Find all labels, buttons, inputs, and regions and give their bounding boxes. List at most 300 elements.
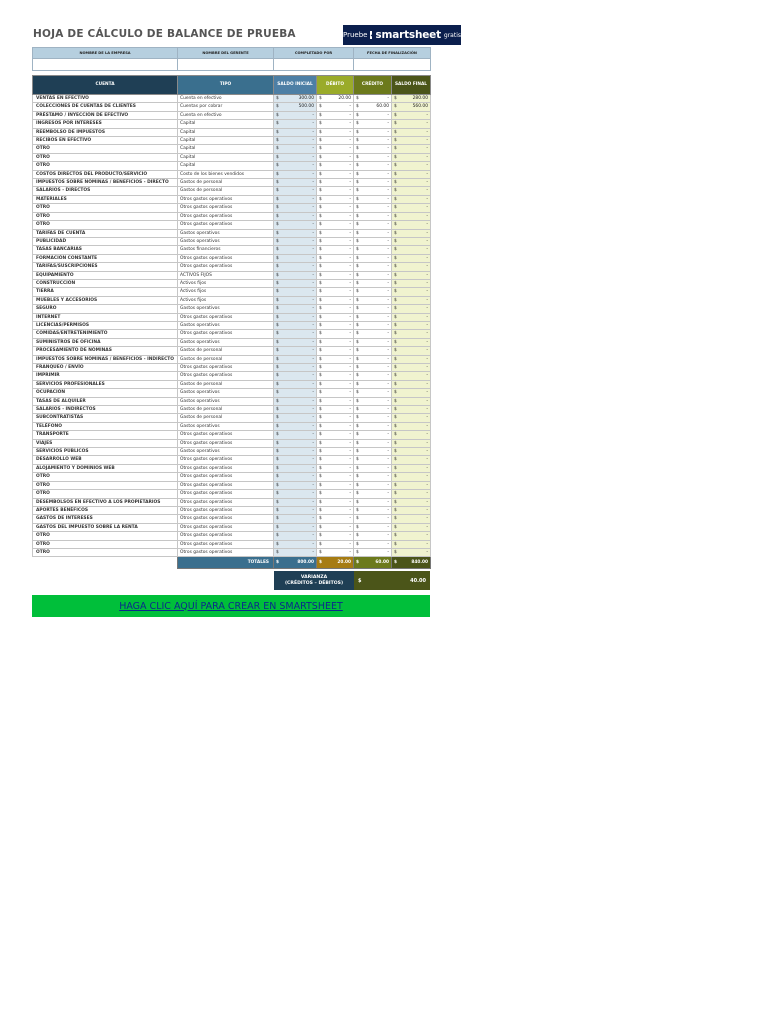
saldo-final-cell[interactable]: $ - xyxy=(392,481,431,489)
tipo-cell[interactable]: Gastos de personal xyxy=(178,347,274,355)
credito-cell[interactable]: $ - xyxy=(354,162,392,170)
debito-cell[interactable]: $ - xyxy=(317,431,354,439)
saldo-final-cell[interactable]: $ - xyxy=(392,263,431,271)
debito-cell[interactable]: $ - xyxy=(317,372,354,380)
saldo-inicial-cell[interactable]: $ - xyxy=(274,246,317,254)
saldo-final-cell[interactable]: $ - xyxy=(392,111,431,119)
saldo-final-cell[interactable]: $ - xyxy=(392,305,431,313)
debito-cell[interactable]: $ - xyxy=(317,473,354,481)
credito-cell[interactable]: $ - xyxy=(354,95,392,103)
tipo-cell[interactable]: Otros gastos operativos xyxy=(178,372,274,380)
saldo-inicial-cell[interactable]: $ - xyxy=(274,229,317,237)
debito-cell[interactable]: $ - xyxy=(317,338,354,346)
credito-cell[interactable]: $ - xyxy=(354,422,392,430)
tipo-cell[interactable]: Otros gastos operativos xyxy=(178,195,274,203)
saldo-final-cell[interactable]: $ - xyxy=(392,128,431,136)
saldo-inicial-cell[interactable]: $ - xyxy=(274,490,317,498)
cuenta-cell[interactable]: VENTAS EN EFECTIVO xyxy=(33,95,178,103)
saldo-inicial-cell[interactable]: $ - xyxy=(274,330,317,338)
credito-cell[interactable]: $ - xyxy=(354,254,392,262)
saldo-final-cell[interactable]: $ - xyxy=(392,338,431,346)
saldo-inicial-cell[interactable]: $ - xyxy=(274,540,317,548)
saldo-inicial-cell[interactable]: $ - xyxy=(274,145,317,153)
cuenta-cell[interactable]: OTRO xyxy=(33,548,178,556)
saldo-inicial-cell[interactable]: $ - xyxy=(274,305,317,313)
completion-date-field[interactable] xyxy=(354,59,431,71)
tipo-cell[interactable]: Gastos de personal xyxy=(178,179,274,187)
saldo-inicial-cell[interactable]: $ - xyxy=(274,271,317,279)
tipo-cell[interactable]: Gastos de personal xyxy=(178,355,274,363)
cuenta-cell[interactable]: SUMINISTROS DE OFICINA xyxy=(33,338,178,346)
cuenta-cell[interactable]: SERVICIOS PÚBLICOS xyxy=(33,448,178,456)
saldo-inicial-cell[interactable]: $ - xyxy=(274,296,317,304)
tipo-cell[interactable]: Otros gastos operativos xyxy=(178,439,274,447)
saldo-final-cell[interactable]: $ - xyxy=(392,254,431,262)
debito-cell[interactable]: $ - xyxy=(317,347,354,355)
tipo-cell[interactable]: Activos fijos xyxy=(178,288,274,296)
saldo-inicial-cell[interactable]: $ - xyxy=(274,162,317,170)
debito-cell[interactable]: $ - xyxy=(317,254,354,262)
saldo-final-cell[interactable]: $ - xyxy=(392,364,431,372)
tipo-cell[interactable]: Cuenta en efectivo xyxy=(178,111,274,119)
tipo-cell[interactable]: Capital xyxy=(178,145,274,153)
saldo-final-cell[interactable]: $ - xyxy=(392,246,431,254)
saldo-final-cell[interactable]: $ - xyxy=(392,162,431,170)
cta-label[interactable]: HAGA CLIC AQUÍ PARA CREAR EN SMARTSHEET xyxy=(119,600,343,612)
cuenta-cell[interactable]: VIAJES xyxy=(33,439,178,447)
saldo-final-cell[interactable]: $ - xyxy=(392,397,431,405)
saldo-inicial-cell[interactable]: $ - xyxy=(274,179,317,187)
tipo-cell[interactable]: Gastos operativos xyxy=(178,229,274,237)
cuenta-cell[interactable]: MATERIALES xyxy=(33,195,178,203)
cuenta-cell[interactable]: OCUPACIÓN xyxy=(33,389,178,397)
cuenta-cell[interactable]: INTERNET xyxy=(33,313,178,321)
debito-cell[interactable]: $ - xyxy=(317,313,354,321)
debito-cell[interactable]: $ - xyxy=(317,212,354,220)
cuenta-cell[interactable]: OTRO xyxy=(33,540,178,548)
saldo-inicial-cell[interactable]: $ - xyxy=(274,153,317,161)
tipo-cell[interactable]: Gastos de personal xyxy=(178,187,274,195)
debito-cell[interactable]: $ - xyxy=(317,153,354,161)
credito-cell[interactable]: $ - xyxy=(354,473,392,481)
saldo-inicial-cell[interactable]: $ - xyxy=(274,120,317,128)
tipo-cell[interactable]: Otros gastos operativos xyxy=(178,532,274,540)
cuenta-cell[interactable]: SALARIOS - INDIRECTOS xyxy=(33,406,178,414)
credito-cell[interactable]: $ 60.00 xyxy=(354,103,392,111)
saldo-inicial-cell[interactable]: $ - xyxy=(274,321,317,329)
credito-cell[interactable]: $ - xyxy=(354,406,392,414)
cuenta-cell[interactable]: OTRO xyxy=(33,481,178,489)
credito-cell[interactable]: $ - xyxy=(354,263,392,271)
credito-cell[interactable]: $ - xyxy=(354,330,392,338)
debito-cell[interactable]: $ - xyxy=(317,490,354,498)
debito-cell[interactable]: $ - xyxy=(317,195,354,203)
tipo-cell[interactable]: Capital xyxy=(178,153,274,161)
credito-cell[interactable]: $ - xyxy=(354,347,392,355)
completed-by-field[interactable] xyxy=(274,59,354,71)
cuenta-cell[interactable]: SUBCONTRATISTAS xyxy=(33,414,178,422)
company-name-field[interactable] xyxy=(33,59,178,71)
saldo-final-cell[interactable]: $ - xyxy=(392,506,431,514)
credito-cell[interactable]: $ - xyxy=(354,187,392,195)
saldo-inicial-cell[interactable]: $ - xyxy=(274,221,317,229)
credito-cell[interactable]: $ - xyxy=(354,271,392,279)
credito-cell[interactable]: $ - xyxy=(354,515,392,523)
smartsheet-trial-banner[interactable] xyxy=(343,25,461,45)
saldo-final-cell[interactable]: $ - xyxy=(392,498,431,506)
saldo-inicial-cell[interactable]: $ - xyxy=(274,380,317,388)
credito-cell[interactable]: $ - xyxy=(354,279,392,287)
saldo-final-cell[interactable]: $ - xyxy=(392,372,431,380)
debito-cell[interactable]: $ - xyxy=(317,229,354,237)
cuenta-cell[interactable]: GASTOS DEL IMPUESTO SOBRE LA RENTA xyxy=(33,523,178,531)
cuenta-cell[interactable]: SERVICIOS PROFESIONALES xyxy=(33,380,178,388)
cuenta-cell[interactable]: RECIBOS EN EFECTIVO xyxy=(33,137,178,145)
tipo-cell[interactable]: Otros gastos operativos xyxy=(178,523,274,531)
saldo-final-cell[interactable]: $ - xyxy=(392,456,431,464)
cuenta-cell[interactable]: TRANSPORTE xyxy=(33,431,178,439)
saldo-final-cell[interactable]: $ - xyxy=(392,355,431,363)
credito-cell[interactable]: $ - xyxy=(354,355,392,363)
debito-cell[interactable]: $ - xyxy=(317,414,354,422)
cuenta-cell[interactable]: COSTOS DIRECTOS DEL PRODUCTO/SERVICIO xyxy=(33,170,178,178)
tipo-cell[interactable]: Gastos operativos xyxy=(178,397,274,405)
saldo-final-cell[interactable]: $ - xyxy=(392,548,431,556)
credito-cell[interactable]: $ - xyxy=(354,414,392,422)
cuenta-cell[interactable]: PUBLICIDAD xyxy=(33,237,178,245)
cuenta-cell[interactable]: FRANQUEO / ENVÍO xyxy=(33,364,178,372)
debito-cell[interactable]: $ - xyxy=(317,321,354,329)
credito-cell[interactable]: $ - xyxy=(354,389,392,397)
cuenta-cell[interactable]: MUEBLES Y ACCESORIOS xyxy=(33,296,178,304)
tipo-cell[interactable]: Otros gastos operativos xyxy=(178,498,274,506)
cuenta-cell[interactable]: LICENCIAS/PERMISOS xyxy=(33,321,178,329)
saldo-final-cell[interactable]: $ 560.00 xyxy=(392,103,431,111)
saldo-inicial-cell[interactable]: $ - xyxy=(274,195,317,203)
credito-cell[interactable]: $ - xyxy=(354,490,392,498)
credito-cell[interactable]: $ - xyxy=(354,153,392,161)
saldo-inicial-cell[interactable]: $ - xyxy=(274,254,317,262)
tipo-cell[interactable]: Capital xyxy=(178,120,274,128)
saldo-inicial-cell[interactable]: $ - xyxy=(274,237,317,245)
debito-cell[interactable]: $ - xyxy=(317,237,354,245)
credito-cell[interactable]: $ - xyxy=(354,305,392,313)
saldo-inicial-cell[interactable]: $ - xyxy=(274,515,317,523)
tipo-cell[interactable]: Otros gastos operativos xyxy=(178,548,274,556)
saldo-inicial-cell[interactable]: $ - xyxy=(274,397,317,405)
saldo-inicial-cell[interactable]: $ - xyxy=(274,263,317,271)
cuenta-cell[interactable]: REEMBOLSO DE IMPUESTOS xyxy=(33,128,178,136)
saldo-final-cell[interactable]: $ - xyxy=(392,439,431,447)
cuenta-cell[interactable]: SEGURO xyxy=(33,305,178,313)
credito-cell[interactable]: $ - xyxy=(354,179,392,187)
cuenta-cell[interactable]: IMPRIMIR xyxy=(33,372,178,380)
credito-cell[interactable]: $ - xyxy=(354,338,392,346)
tipo-cell[interactable]: Capital xyxy=(178,162,274,170)
cuenta-cell[interactable]: OTRO xyxy=(33,221,178,229)
saldo-final-cell[interactable]: $ - xyxy=(392,237,431,245)
debito-cell[interactable]: $ - xyxy=(317,364,354,372)
cuenta-cell[interactable]: APORTES BENÉFICOS xyxy=(33,506,178,514)
debito-cell[interactable]: $ - xyxy=(317,204,354,212)
saldo-inicial-cell[interactable]: $ - xyxy=(274,279,317,287)
debito-cell[interactable]: $ - xyxy=(317,162,354,170)
tipo-cell[interactable]: Otros gastos operativos xyxy=(178,464,274,472)
saldo-final-cell[interactable]: $ - xyxy=(392,296,431,304)
cuenta-cell[interactable]: OTRO xyxy=(33,162,178,170)
saldo-final-cell[interactable]: $ - xyxy=(392,347,431,355)
saldo-inicial-cell[interactable]: $ - xyxy=(274,389,317,397)
tipo-cell[interactable]: Otros gastos operativos xyxy=(178,221,274,229)
debito-cell[interactable]: $ - xyxy=(317,296,354,304)
debito-cell[interactable]: $ - xyxy=(317,103,354,111)
saldo-inicial-cell[interactable]: $ - xyxy=(274,364,317,372)
saldo-inicial-cell[interactable]: $ - xyxy=(274,506,317,514)
saldo-inicial-cell[interactable]: $ - xyxy=(274,456,317,464)
tipo-cell[interactable]: Gastos operativos xyxy=(178,422,274,430)
credito-cell[interactable]: $ - xyxy=(354,237,392,245)
saldo-inicial-cell[interactable]: $ - xyxy=(274,464,317,472)
cuenta-cell[interactable]: GASTOS DE INTERESES xyxy=(33,515,178,523)
credito-cell[interactable]: $ - xyxy=(354,170,392,178)
cuenta-cell[interactable]: TIERRA xyxy=(33,288,178,296)
tipo-cell[interactable]: Otros gastos operativos xyxy=(178,212,274,220)
saldo-final-cell[interactable]: $ - xyxy=(392,153,431,161)
cuenta-cell[interactable]: OTRO xyxy=(33,490,178,498)
saldo-final-cell[interactable]: $ - xyxy=(392,464,431,472)
tipo-cell[interactable]: Otros gastos operativos xyxy=(178,263,274,271)
saldo-inicial-cell[interactable]: $ - xyxy=(274,204,317,212)
saldo-final-cell[interactable]: $ - xyxy=(392,204,431,212)
credito-cell[interactable]: $ - xyxy=(354,380,392,388)
tipo-cell[interactable]: Activos fijos xyxy=(178,279,274,287)
credito-cell[interactable]: $ - xyxy=(354,128,392,136)
saldo-inicial-cell[interactable]: $ - xyxy=(274,481,317,489)
cuenta-cell[interactable]: PROCESAMIENTO DE NÓMINAS xyxy=(33,347,178,355)
debito-cell[interactable]: $ - xyxy=(317,305,354,313)
cuenta-cell[interactable]: TASAS DE ALQUILER xyxy=(33,397,178,405)
saldo-inicial-cell[interactable]: $ - xyxy=(274,288,317,296)
tipo-cell[interactable]: Otros gastos operativos xyxy=(178,364,274,372)
debito-cell[interactable]: $ - xyxy=(317,263,354,271)
cuenta-cell[interactable]: OTRO xyxy=(33,473,178,481)
debito-cell[interactable]: $ - xyxy=(317,422,354,430)
saldo-final-cell[interactable]: $ - xyxy=(392,515,431,523)
saldo-inicial-cell[interactable]: $ - xyxy=(274,532,317,540)
debito-cell[interactable]: $ - xyxy=(317,288,354,296)
credito-cell[interactable]: $ - xyxy=(354,397,392,405)
debito-cell[interactable]: $ - xyxy=(317,506,354,514)
tipo-cell[interactable]: Activos fijos xyxy=(178,296,274,304)
tipo-cell[interactable]: Costo de los bienes vendidos xyxy=(178,170,274,178)
saldo-inicial-cell[interactable]: $ - xyxy=(274,128,317,136)
saldo-final-cell[interactable]: $ - xyxy=(392,170,431,178)
tipo-cell[interactable]: Gastos operativos xyxy=(178,338,274,346)
credito-cell[interactable]: $ - xyxy=(354,548,392,556)
saldo-inicial-cell[interactable]: $ - xyxy=(274,498,317,506)
debito-cell[interactable]: $ - xyxy=(317,170,354,178)
debito-cell[interactable]: $ - xyxy=(317,355,354,363)
tipo-cell[interactable]: Otros gastos operativos xyxy=(178,506,274,514)
tipo-cell[interactable]: Gastos de personal xyxy=(178,380,274,388)
saldo-final-cell[interactable]: $ - xyxy=(392,179,431,187)
cuenta-cell[interactable]: OTRO xyxy=(33,153,178,161)
saldo-final-cell[interactable]: $ - xyxy=(392,532,431,540)
saldo-inicial-cell[interactable]: $ - xyxy=(274,473,317,481)
saldo-final-cell[interactable]: $ - xyxy=(392,540,431,548)
credito-cell[interactable]: $ - xyxy=(354,481,392,489)
tipo-cell[interactable]: Otros gastos operativos xyxy=(178,431,274,439)
cuenta-cell[interactable]: OTRO xyxy=(33,204,178,212)
tipo-cell[interactable]: Gastos operativos xyxy=(178,305,274,313)
debito-cell[interactable]: $ - xyxy=(317,464,354,472)
saldo-final-cell[interactable]: $ - xyxy=(392,229,431,237)
debito-cell[interactable]: $ - xyxy=(317,540,354,548)
cuenta-cell[interactable]: ALOJAMIENTO Y DOMINIOS WEB xyxy=(33,464,178,472)
debito-cell[interactable]: $ - xyxy=(317,380,354,388)
credito-cell[interactable]: $ - xyxy=(354,137,392,145)
debito-cell[interactable]: $ - xyxy=(317,481,354,489)
debito-cell[interactable]: $ - xyxy=(317,548,354,556)
credito-cell[interactable]: $ - xyxy=(354,456,392,464)
saldo-final-cell[interactable]: $ - xyxy=(392,422,431,430)
saldo-final-cell[interactable]: $ - xyxy=(392,321,431,329)
saldo-final-cell[interactable]: $ - xyxy=(392,120,431,128)
tipo-cell[interactable]: Otros gastos operativos xyxy=(178,515,274,523)
credito-cell[interactable]: $ - xyxy=(354,204,392,212)
saldo-final-cell[interactable]: $ - xyxy=(392,389,431,397)
tipo-cell[interactable]: Gastos de personal xyxy=(178,414,274,422)
saldo-inicial-cell[interactable]: $ - xyxy=(274,548,317,556)
debito-cell[interactable]: $ - xyxy=(317,498,354,506)
saldo-final-cell[interactable]: $ - xyxy=(392,271,431,279)
cuenta-cell[interactable]: COMIDAS/ENTRETENIMIENTO xyxy=(33,330,178,338)
saldo-inicial-cell[interactable]: $ - xyxy=(274,422,317,430)
credito-cell[interactable]: $ - xyxy=(354,145,392,153)
cuenta-cell[interactable]: OTRO xyxy=(33,532,178,540)
credito-cell[interactable]: $ - xyxy=(354,364,392,372)
credito-cell[interactable]: $ - xyxy=(354,221,392,229)
saldo-inicial-cell[interactable]: $ - xyxy=(274,212,317,220)
saldo-final-cell[interactable]: $ - xyxy=(392,137,431,145)
debito-cell[interactable]: $ - xyxy=(317,246,354,254)
saldo-final-cell[interactable]: $ - xyxy=(392,523,431,531)
saldo-inicial-cell[interactable]: $ - xyxy=(274,355,317,363)
credito-cell[interactable]: $ - xyxy=(354,313,392,321)
saldo-inicial-cell[interactable]: $ - xyxy=(274,439,317,447)
credito-cell[interactable]: $ - xyxy=(354,523,392,531)
saldo-final-cell[interactable]: $ - xyxy=(392,212,431,220)
cuenta-cell[interactable]: CONSTRUCCIÓN xyxy=(33,279,178,287)
saldo-inicial-cell[interactable]: $ - xyxy=(274,137,317,145)
saldo-inicial-cell[interactable]: $ - xyxy=(274,372,317,380)
tipo-cell[interactable]: Cuentas por cobrar xyxy=(178,103,274,111)
debito-cell[interactable]: $ - xyxy=(317,389,354,397)
saldo-inicial-cell[interactable]: $ - xyxy=(274,338,317,346)
saldo-final-cell[interactable]: $ - xyxy=(392,431,431,439)
cuenta-cell[interactable]: SALARIOS - DIRECTOS xyxy=(33,187,178,195)
credito-cell[interactable]: $ - xyxy=(354,296,392,304)
debito-cell[interactable]: $ - xyxy=(317,439,354,447)
cuenta-cell[interactable]: TARIFAS/SUSCRIPCIONES xyxy=(33,263,178,271)
saldo-inicial-cell[interactable]: $ 500.00 xyxy=(274,103,317,111)
credito-cell[interactable]: $ - xyxy=(354,120,392,128)
tipo-cell[interactable]: Gastos operativos xyxy=(178,237,274,245)
saldo-inicial-cell[interactable]: $ - xyxy=(274,448,317,456)
saldo-inicial-cell[interactable]: $ - xyxy=(274,313,317,321)
credito-cell[interactable]: $ - xyxy=(354,439,392,447)
credito-cell[interactable]: $ - xyxy=(354,195,392,203)
tipo-cell[interactable]: Otros gastos operativos xyxy=(178,540,274,548)
saldo-final-cell[interactable]: $ - xyxy=(392,380,431,388)
tipo-cell[interactable]: Otros gastos operativos xyxy=(178,330,274,338)
saldo-inicial-cell[interactable]: $ - xyxy=(274,523,317,531)
cuenta-cell[interactable]: EQUIPAMIENTO xyxy=(33,271,178,279)
debito-cell[interactable]: $ - xyxy=(317,532,354,540)
saldo-final-cell[interactable]: $ - xyxy=(392,195,431,203)
saldo-final-cell[interactable]: $ - xyxy=(392,145,431,153)
debito-cell[interactable]: $ - xyxy=(317,221,354,229)
cuenta-cell[interactable]: COLECCIONES DE CUENTAS DE CLIENTES xyxy=(33,103,178,111)
tipo-cell[interactable]: Gastos financieros xyxy=(178,246,274,254)
debito-cell[interactable]: $ - xyxy=(317,279,354,287)
credito-cell[interactable]: $ - xyxy=(354,431,392,439)
credito-cell[interactable]: $ - xyxy=(354,321,392,329)
saldo-final-cell[interactable]: $ - xyxy=(392,279,431,287)
saldo-inicial-cell[interactable]: $ - xyxy=(274,111,317,119)
tipo-cell[interactable]: Gastos de personal xyxy=(178,406,274,414)
debito-cell[interactable]: $ - xyxy=(317,515,354,523)
saldo-final-cell[interactable]: $ 280.00 xyxy=(392,95,431,103)
saldo-inicial-cell[interactable]: $ - xyxy=(274,414,317,422)
credito-cell[interactable]: $ - xyxy=(354,532,392,540)
tipo-cell[interactable]: ACTIVOS FIJOS xyxy=(178,271,274,279)
tipo-cell[interactable]: Cuenta en efectivo xyxy=(178,95,274,103)
cuenta-cell[interactable]: TARIFAS DE CUENTA xyxy=(33,229,178,237)
tipo-cell[interactable]: Otros gastos operativos xyxy=(178,456,274,464)
saldo-final-cell[interactable]: $ - xyxy=(392,288,431,296)
saldo-inicial-cell[interactable]: $ - xyxy=(274,431,317,439)
credito-cell[interactable]: $ - xyxy=(354,540,392,548)
debito-cell[interactable]: $ - xyxy=(317,330,354,338)
tipo-cell[interactable]: Otros gastos operativos xyxy=(178,254,274,262)
cuenta-cell[interactable]: DESARROLLO WEB xyxy=(33,456,178,464)
cuenta-cell[interactable]: PRÉSTAMO / INYECCIÓN DE EFECTIVO xyxy=(33,111,178,119)
tipo-cell[interactable]: Gastos operativos xyxy=(178,389,274,397)
saldo-inicial-cell[interactable]: $ - xyxy=(274,170,317,178)
tipo-cell[interactable]: Capital xyxy=(178,137,274,145)
debito-cell[interactable]: $ - xyxy=(317,523,354,531)
debito-cell[interactable]: $ - xyxy=(317,456,354,464)
saldo-final-cell[interactable]: $ - xyxy=(392,221,431,229)
create-in-smartsheet-link[interactable] xyxy=(32,595,430,617)
saldo-inicial-cell[interactable]: $ - xyxy=(274,406,317,414)
debito-cell[interactable]: $ - xyxy=(317,271,354,279)
cuenta-cell[interactable]: IMPUESTOS SOBRE NÓMINAS / BENEFICIOS - DIRECTO xyxy=(33,179,178,187)
debito-cell[interactable]: $ - xyxy=(317,128,354,136)
credito-cell[interactable]: $ - xyxy=(354,372,392,380)
debito-cell[interactable]: $ 20.00 xyxy=(317,95,354,103)
credito-cell[interactable]: $ - xyxy=(354,448,392,456)
tipo-cell[interactable]: Otros gastos operativos xyxy=(178,490,274,498)
saldo-final-cell[interactable]: $ - xyxy=(392,414,431,422)
manager-name-field[interactable] xyxy=(178,59,274,71)
credito-cell[interactable]: $ - xyxy=(354,111,392,119)
debito-cell[interactable]: $ - xyxy=(317,145,354,153)
cuenta-cell[interactable]: DESEMBOLSOS EN EFECTIVO A LOS PROPIETARIOS xyxy=(33,498,178,506)
credito-cell[interactable]: $ - xyxy=(354,212,392,220)
credito-cell[interactable]: $ - xyxy=(354,464,392,472)
